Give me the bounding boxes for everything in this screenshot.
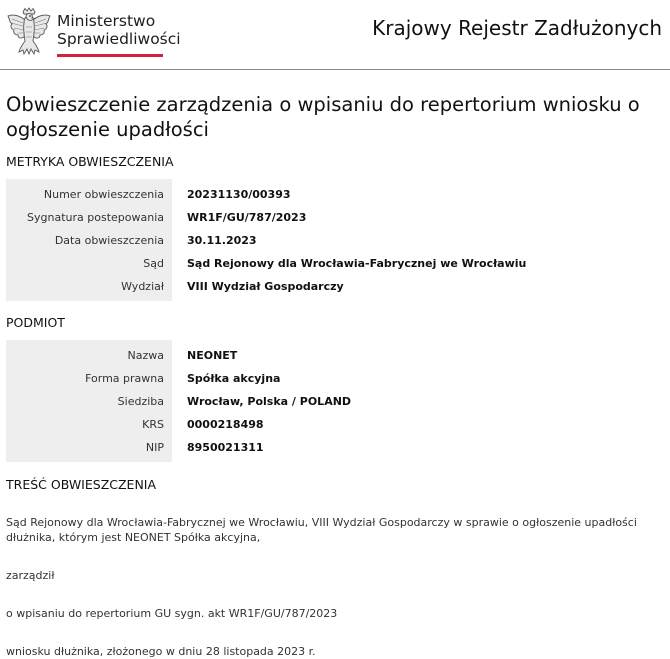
- podmiot-value: 0000218498: [187, 418, 264, 431]
- ministry-logo[interactable]: [6, 7, 181, 57]
- site-title[interactable]: Krajowy Rejestr Zadłużonych: [372, 16, 662, 40]
- tresc-paragraph: zarządził: [6, 569, 55, 582]
- metryka-label: Data obwieszczenia: [54, 234, 164, 247]
- podmiot-label: Siedziba: [117, 395, 164, 408]
- podmiot-label: Forma prawna: [85, 372, 164, 385]
- announcement-title: Obwieszczenie zarządzenia o wpisaniu do repertorium wniosku o ogłoszenie upadłości: [6, 93, 640, 141]
- metryka-value: VIII Wydział Gospodarczy: [187, 280, 344, 293]
- podmiot-label: Nazwa: [127, 349, 164, 362]
- podmiot-labels: [6, 340, 172, 462]
- tresc-heading: TREŚĆ OBWIESZCZENIA: [6, 477, 157, 492]
- logo-wordmark: [52, 7, 181, 57]
- polish-eagle-icon: [6, 7, 52, 57]
- podmiot-value: 8950021311: [187, 441, 264, 454]
- metryka-value: Sąd Rejonowy dla Wrocławia-Fabrycznej we Wrocławiu: [187, 257, 527, 270]
- podmiot-value: Spółka akcyjna: [187, 372, 281, 385]
- metryka-label: Numer obwieszczenia: [43, 188, 164, 201]
- metryka-values: [172, 179, 526, 301]
- tresc-paragraph: o wpisaniu do repertorium GU sygn. akt WR1F/GU/787/2023: [6, 607, 338, 620]
- metryka-label: Sygnatura postepowania: [27, 211, 164, 224]
- podmiot-label: KRS: [142, 418, 164, 431]
- podmiot-values: [172, 340, 351, 462]
- metryka-label: Sąd: [143, 257, 164, 270]
- podmiot-table: [6, 340, 664, 462]
- announcement-content: [0, 92, 670, 659]
- logo-accent-bar: [57, 54, 163, 57]
- tresc-paragraph: wniosku dłużnika, złożonego w dniu 28 listopada 2023 r.: [6, 645, 316, 658]
- podmiot-value: Wrocław, Polska / POLAND: [187, 395, 352, 408]
- metryka-table: [6, 179, 664, 301]
- metryka-value: WR1F/GU/787/2023: [187, 211, 307, 224]
- metryka-value: 20231130/00393: [187, 188, 291, 201]
- metryka-heading: METRYKA OBWIESZCZENIA: [6, 154, 174, 169]
- metryka-labels: [6, 179, 172, 301]
- podmiot-value: NEONET: [187, 349, 238, 362]
- metryka-value: 30.11.2023: [187, 234, 257, 247]
- podmiot-heading: PODMIOT: [6, 315, 65, 330]
- site-header: [0, 0, 670, 70]
- tresc-paragraph: Sąd Rejonowy dla Wrocławia-Fabrycznej we Wrocławiu, VIII Wydział Gospodarczy w sprawie o ogłoszenie upadłości dłużnika, którym jest NEONET Spółka akcyjna,: [6, 516, 637, 544]
- logo-line-2: Sprawiedliwości: [57, 30, 181, 48]
- logo-line-1: Ministerstwo: [57, 12, 156, 30]
- metryka-label: Wydział: [121, 280, 164, 293]
- podmiot-label: NIP: [145, 441, 164, 454]
